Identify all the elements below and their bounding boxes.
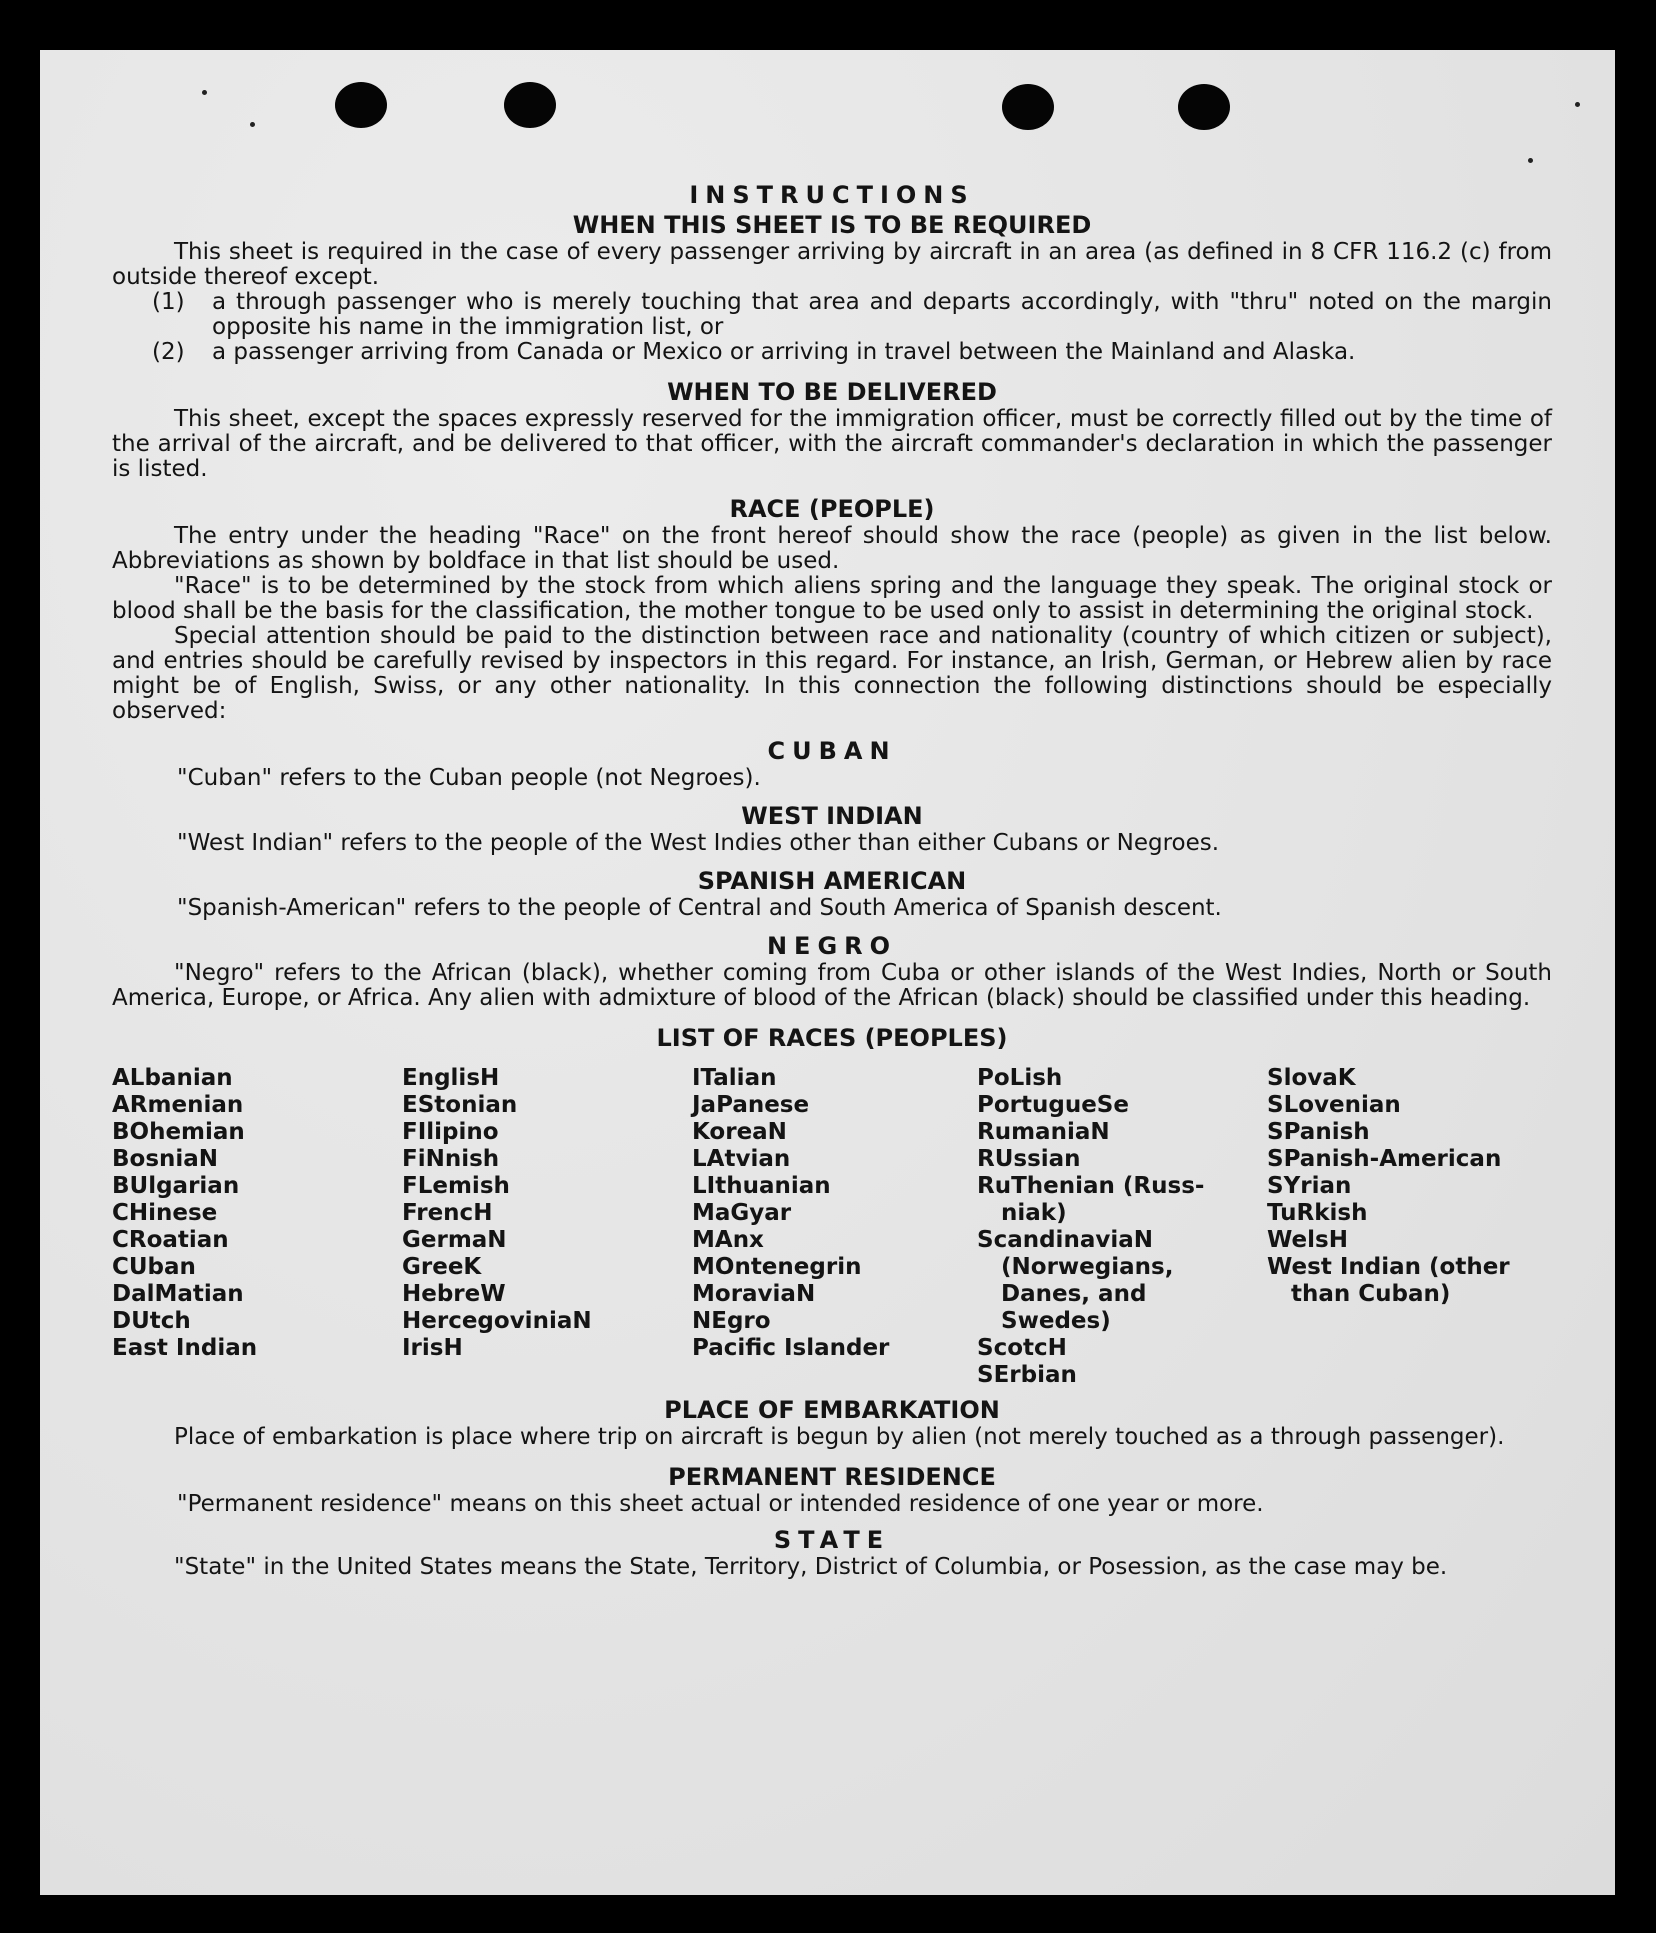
instructions-title: INSTRUCTIONS bbox=[689, 181, 975, 209]
race-item: BUlgarian bbox=[112, 1173, 240, 1199]
race-item: ARmenian bbox=[112, 1092, 244, 1118]
race-item: FLemish bbox=[402, 1173, 510, 1199]
section-title-when-required: WHEN THIS SHEET IS TO BE REQUIRED bbox=[572, 211, 1092, 239]
race-item: SPanish bbox=[1267, 1119, 1370, 1145]
race-item: PoLish bbox=[977, 1065, 1063, 1091]
race-item: PortugueSe bbox=[977, 1092, 1129, 1118]
punch-hole bbox=[335, 82, 387, 128]
section-title-list-of-races: LIST OF RACES (PEOPLES) bbox=[656, 1024, 1008, 1052]
race-item: BosniaN bbox=[112, 1146, 219, 1172]
races-column bbox=[112, 1065, 402, 1389]
race-item: EStonian bbox=[402, 1092, 518, 1118]
races-column bbox=[692, 1065, 977, 1389]
race-item: CUban bbox=[112, 1254, 196, 1280]
race-item: GermaN bbox=[402, 1227, 507, 1253]
race-item: HebreW bbox=[402, 1281, 506, 1307]
section-title-when-delivered: WHEN TO BE DELIVERED bbox=[667, 378, 997, 406]
document-page bbox=[40, 50, 1615, 1895]
race-item: TuRkish bbox=[1267, 1200, 1368, 1226]
punch-hole bbox=[1178, 84, 1230, 130]
race-paragraph-2: "Race" is to be determined by the stock from which aliens spring and the language they speak. The original stock or blood shall be the basis for the classification, the mother tongue to be used only to assist in determining the original stock. bbox=[112, 573, 1552, 624]
residence-text: "Permanent residence" means on this sheet actual or intended residence of one year or more. bbox=[177, 1491, 1264, 1517]
race-item: DalMatian bbox=[112, 1281, 244, 1307]
races-table bbox=[112, 1065, 1552, 1389]
race-item: MAnx bbox=[692, 1227, 764, 1253]
race-item: CRoatian bbox=[112, 1227, 229, 1253]
list-item: (2) a passenger arriving from Canada or Mexico or arriving in travel between the Mainland and Alaska. bbox=[152, 339, 1356, 365]
state-text: "State" in the United States means the State, Territory, District of Columbia, or Posession, as the case may be. bbox=[174, 1554, 1448, 1580]
race-item: West Indian (other than Cuban) bbox=[1267, 1254, 1510, 1307]
race-item: CHinese bbox=[112, 1200, 218, 1226]
race-item: LAtvian bbox=[692, 1146, 791, 1172]
embarkation-text: Place of embarkation is place where trip on aircraft is begun by alien (not merely touched as a through passenger). bbox=[174, 1424, 1505, 1450]
race-item: FIlipino bbox=[402, 1119, 499, 1145]
race-item: ALbanian bbox=[112, 1065, 233, 1091]
cuban-text: "Cuban" refers to the Cuban people (not Negroes). bbox=[177, 765, 761, 791]
section-title-state: STATE bbox=[773, 1526, 891, 1554]
list-item: (1) a through passenger who is merely touching that area and departs accordingly, with "thru" noted on the margin opposite his name in the immigration list, or bbox=[152, 289, 1552, 340]
race-item: FrencH bbox=[402, 1200, 493, 1226]
punch-hole bbox=[504, 82, 556, 128]
when-delivered-text: This sheet, except the spaces expressly reserved for the immigration officer, must be correctly filled out by the time of the arrival of the aircraft, and be delivered to that officer, with the aircraft commander's declaration in which the passenger is listed. bbox=[112, 406, 1552, 482]
race-item: LIthuanian bbox=[692, 1173, 831, 1199]
west-indian-text: "West Indian" refers to the people of the West Indies other than either Cubans or Negroes. bbox=[177, 830, 1220, 856]
race-item: SLovenian bbox=[1267, 1092, 1401, 1118]
race-item: East Indian bbox=[112, 1335, 258, 1361]
race-item: SPanish-American bbox=[1267, 1146, 1502, 1172]
section-title-cuban: CUBAN bbox=[767, 737, 897, 765]
race-item: BOhemian bbox=[112, 1119, 245, 1145]
race-item: NEgro bbox=[692, 1308, 771, 1334]
race-item: FiNnish bbox=[402, 1146, 500, 1172]
speck bbox=[250, 122, 255, 127]
race-item: MOntenegrin bbox=[692, 1254, 862, 1280]
race-item: WelsH bbox=[1267, 1227, 1348, 1253]
race-item: MaGyar bbox=[692, 1200, 792, 1226]
race-item: RuThenian (Russ- niak) bbox=[977, 1173, 1205, 1226]
race-paragraph-1: The entry under the heading "Race" on the front hereof should show the race (people) as given in the list below. Abbreviations as shown by boldface in that list should be used. bbox=[112, 523, 1552, 574]
race-item: EnglisH bbox=[402, 1065, 500, 1091]
race-item: IrisH bbox=[402, 1335, 463, 1361]
race-item: MoraviaN bbox=[692, 1281, 816, 1307]
speck bbox=[1528, 158, 1533, 163]
spanish-american-text: "Spanish-American" refers to the people of Central and South America of Spanish descent. bbox=[177, 895, 1222, 921]
instructions-content bbox=[112, 180, 1552, 1580]
races-column bbox=[402, 1065, 692, 1389]
speck bbox=[202, 90, 207, 95]
race-item: ScotcH bbox=[977, 1335, 1067, 1361]
punch-hole bbox=[1002, 84, 1054, 130]
race-item: ITalian bbox=[692, 1065, 777, 1091]
race-paragraph-3: Special attention should be paid to the distinction between race and nationality (country of which citizen or subject), and entries should be carefully revised by inspectors in this regard. For instance, an Irish, German, or Hebrew alien by race might be of English, Swiss, or any other nationality. In this connection the following distinctions should be especially observed: bbox=[112, 623, 1552, 724]
section-title-race: RACE (PEOPLE) bbox=[729, 495, 935, 523]
negro-text: "Negro" refers to the African (black), whether coming from Cuba or other islands of the West Indies, North or South America, Europe, or Africa. Any alien with admixture of blood of the African (black) should be classified under this heading. bbox=[112, 960, 1552, 1011]
section-title-west-indian: WEST INDIAN bbox=[741, 802, 923, 830]
section-title-embarkation: PLACE OF EMBARKATION bbox=[664, 1396, 1000, 1424]
race-item: DUtch bbox=[112, 1308, 191, 1334]
race-item: RumaniaN bbox=[977, 1119, 1110, 1145]
races-column bbox=[977, 1065, 1267, 1389]
section-title-spanish-american: SPANISH AMERICAN bbox=[697, 867, 967, 895]
section-title-negro: NEGRO bbox=[766, 932, 898, 960]
race-item: SlovaK bbox=[1267, 1065, 1356, 1091]
race-item: Pacific Islander bbox=[692, 1335, 890, 1361]
race-item: SErbian bbox=[977, 1362, 1077, 1388]
race-item: SYrian bbox=[1267, 1173, 1352, 1199]
race-item: JaPanese bbox=[692, 1092, 810, 1118]
race-item: GreeK bbox=[402, 1254, 482, 1280]
race-item: KoreaN bbox=[692, 1119, 787, 1145]
section-title-residence: PERMANENT RESIDENCE bbox=[668, 1463, 996, 1491]
race-item: ScandinaviaN (Norwegians, Danes, and Swedes) bbox=[977, 1227, 1174, 1334]
race-item: HercegoviniaN bbox=[402, 1308, 592, 1334]
race-item: RUssian bbox=[977, 1146, 1081, 1172]
when-required-text: This sheet is required in the case of every passenger arriving by aircraft in an area (as defined in 8 CFR 116.2 (c) from outside thereof except. bbox=[112, 239, 1552, 290]
exception-list bbox=[112, 290, 1552, 365]
speck bbox=[1575, 102, 1580, 107]
races-column bbox=[1267, 1065, 1552, 1389]
